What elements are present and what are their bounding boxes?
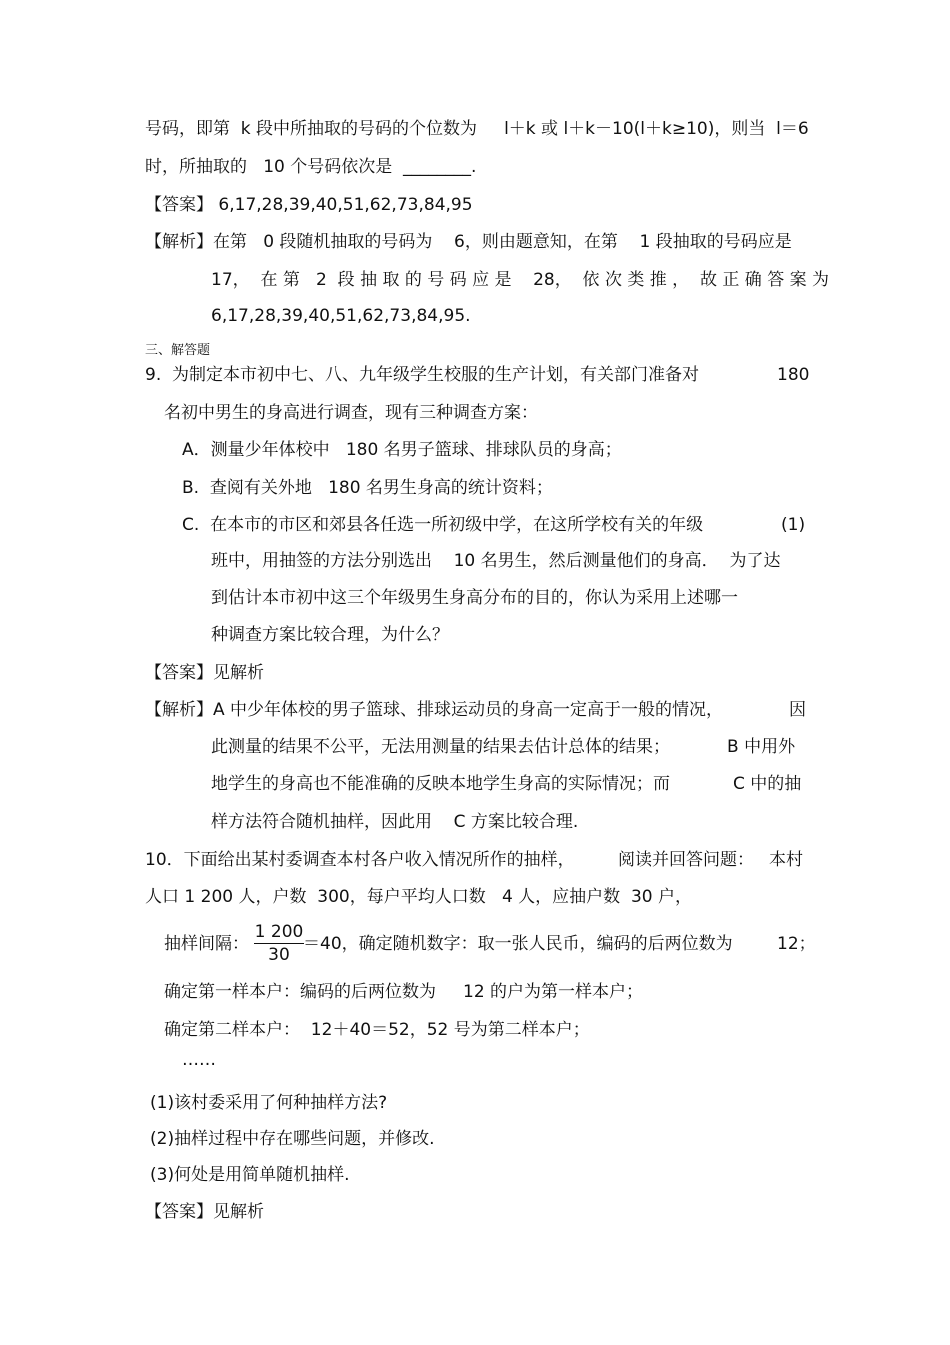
q9-analysis-line-3: 地学生的身高也不能准确的反映本地学生身高的实际情况；而 [211, 774, 670, 794]
q9-analysis-line-1-end: 因 [789, 700, 806, 720]
q10-interval-rest: ＝40，确定随机数字：取一张人民币，编码的后两位数为 [303, 934, 733, 954]
q8-answer: 【答案】 6,17,28,39,40,51,62,73,84,95 [145, 195, 473, 215]
q8-continuation-line-1: 号码，即第 k 段中所抽取的号码的个位数为 l＋k 或 l＋k－10(l＋k≥10)，则当 l＝6 [145, 119, 809, 139]
q10-answer: 【答案】见解析 [145, 1202, 264, 1222]
q9-option-c-line-1: C. 在本市的市区和郊县各任选一所初级中学，在这所学校有关的年级 [182, 515, 704, 535]
q10-ellipsis: …… [182, 1050, 216, 1070]
q10-interval-label: 抽样间隔： [164, 934, 249, 954]
q9-option-c-line-3: 到估计本市初中这三个年级男生身高分布的目的，你认为采用上述哪一 [211, 588, 738, 608]
q9-line-1-number: 180 [777, 365, 810, 385]
q9-analysis-line-3-end: C 中的抽 [733, 774, 802, 794]
q9-analysis-line-1: 【解析】A 中少年体校的男子篮球、排球运动员的身高一定高于一般的情况， [145, 700, 724, 720]
q9-analysis-line-2-end: B 中用外 [727, 737, 796, 757]
fraction-denominator: 30 [268, 945, 290, 965]
q10-line-1-middle: 阅读并回答问题： [618, 850, 754, 870]
q9-analysis-line-2: 此测量的结果不公平，无法用测量的结果去估计总体的结果； [211, 737, 670, 757]
q10-question-1: (1)该村委采用了何种抽样方法? [150, 1093, 388, 1113]
q10-interval-fraction [254, 922, 304, 965]
fraction-bar [254, 943, 304, 944]
q10-line-1: 10．下面给出某村委调查本村各户收入情况所作的抽样， [145, 850, 575, 870]
q8-continuation-line-2: 时，所抽取的 10 个号码依次是 ________. [145, 157, 477, 177]
q8-analysis-line-2: 17， 在 第 2 段 抽 取 的 号 码 应 是 28， 依 次 类 推 ， 故 正 确 答 案 为 [211, 270, 830, 290]
section-title: 三、解答题 [145, 343, 211, 358]
q9-option-b: B. 查阅有关外地 180 名男生身高的统计资料； [182, 478, 553, 498]
fraction-numerator: 1 200 [254, 922, 304, 942]
q9-option-c-number: (1) [781, 515, 806, 535]
q10-first-sample: 确定第一样本户：编码的后两位数为 12 的户为第一样本户； [164, 982, 644, 1002]
q10-interval-end: 12； [777, 934, 816, 954]
q9-analysis-line-4: 样方法符合随机抽样，因此用 C 方案比较合理. [211, 812, 579, 832]
q9-line-1: 9. 为制定本市初中七、八、九年级学生校服的生产计划，有关部门准备对 [145, 365, 700, 385]
q9-answer: 【答案】见解析 [145, 663, 264, 683]
q10-line-1-end: 本村 [769, 850, 803, 870]
q9-option-c-line-4: 种调查方案比较合理，为什么？ [211, 625, 449, 645]
q8-analysis-line-1: 【解析】在第 0 段随机抽取的号码为 6，则由题意知，在第 1 段抽取的号码应是 [145, 232, 792, 252]
q10-question-2: (2)抽样过程中存在哪些问题，并修改. [150, 1129, 435, 1149]
q10-second-sample: 确定第二样本户： 12＋40＝52，52 号为第二样本户； [164, 1020, 590, 1040]
q9-option-a: A．测量少年体校中 180 名男子篮球、排球队员的身高； [182, 440, 622, 460]
q8-analysis-line-3: 6,17,28,39,40,51,62,73,84,95. [211, 306, 471, 326]
q9-option-c-line-2: 班中，用抽签的方法分别选出 10 名男生，然后测量他们的身高． 为了达 [211, 551, 781, 571]
q10-line-2: 人口 1 200 人，户数 300，每户平均人口数 4 人，应抽户数 30 户， [145, 887, 693, 907]
q10-question-3: (3)何处是用简单随机抽样. [150, 1165, 350, 1185]
q9-line-2: 名初中男生的身高进行调查，现有三种调查方案： [164, 403, 538, 423]
